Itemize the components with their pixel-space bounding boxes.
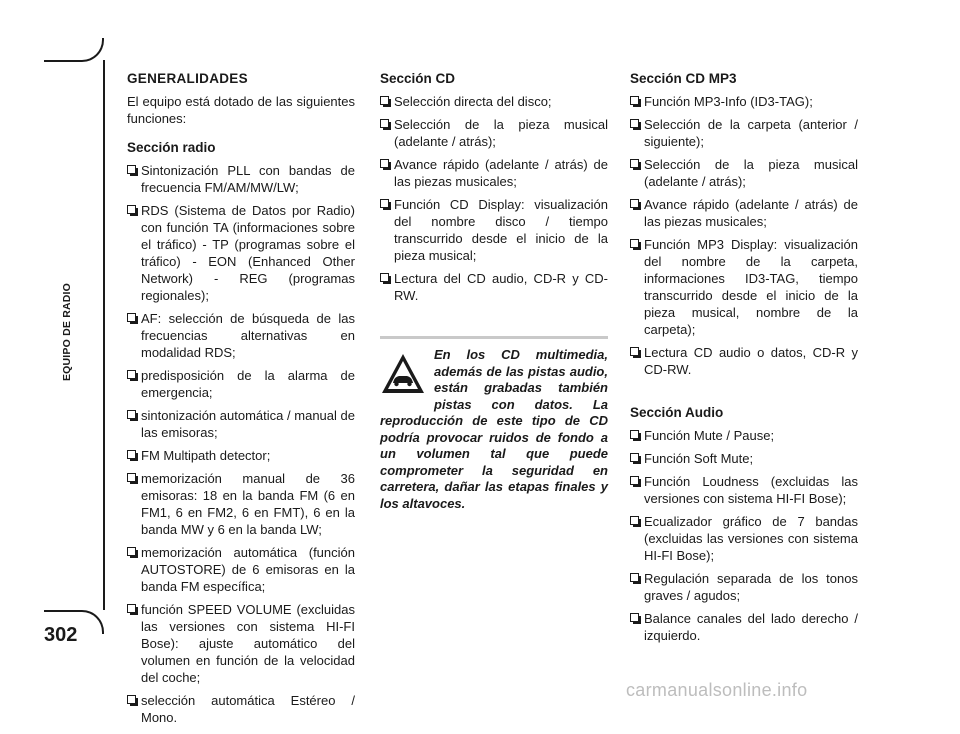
list-item (380, 93, 608, 110)
list-item-text: selección automática Estéreo / Mono. (141, 693, 355, 725)
checkbox-bullet-icon (127, 313, 136, 322)
checkbox-bullet-icon (630, 199, 639, 208)
list-item-text: FM Multipath detector; (141, 448, 271, 463)
list-item (630, 156, 858, 190)
list-item (127, 407, 355, 441)
list-item-text: Avance rápido (adelante / atrás) de las piezas musicales; (394, 157, 608, 189)
column-2 (380, 70, 608, 312)
list-item (127, 601, 355, 686)
list-item-text: sintonización automática / manual de las emisoras; (141, 408, 355, 440)
checkbox-bullet-icon (630, 613, 639, 622)
checkbox-bullet-icon (630, 119, 639, 128)
list-item-text: Lectura del CD audio, CD-R y CD-RW. (394, 271, 608, 303)
checkbox-bullet-icon (380, 199, 389, 208)
radio-heading: Sección radio (127, 140, 216, 155)
list-item (630, 93, 858, 110)
list-item (380, 116, 608, 150)
list-item (630, 450, 858, 467)
top-margin-curve (44, 38, 104, 62)
checkbox-bullet-icon (630, 96, 639, 105)
list-item (630, 610, 858, 644)
checkbox-bullet-icon (380, 96, 389, 105)
list-item (630, 427, 858, 444)
list-item (127, 692, 355, 726)
list-item-text: Selección de la pieza musical (adelante / atrás); (394, 117, 608, 149)
watermark: carmanualsonline.info (626, 680, 808, 700)
section-gap (630, 386, 858, 404)
margin-rule (103, 60, 105, 610)
checkbox-bullet-icon (380, 119, 389, 128)
list-item-text: memorización automática (función AUTOSTORE) de 6 emisoras en la banda FM específica; (141, 545, 355, 594)
warning-triangle-car-icon (380, 351, 426, 397)
list-item (630, 473, 858, 507)
checkbox-bullet-icon (127, 473, 136, 482)
checkbox-bullet-icon (630, 430, 639, 439)
list-item-text: Función Loudness (excluidas las versiones con sistema HI-FI Bose); (644, 474, 858, 506)
column-3 (630, 70, 858, 652)
page-number: 302 (44, 624, 78, 646)
checkbox-bullet-icon (630, 573, 639, 582)
checkbox-bullet-icon (630, 476, 639, 485)
intro-paragraph: El equipo está dotado de las siguientes funciones: (127, 94, 355, 126)
column-1 (127, 70, 355, 734)
list-item (380, 196, 608, 264)
checkbox-bullet-icon (127, 370, 136, 379)
list-item-text: Selección de la carpeta (anterior / siguiente); (644, 117, 858, 149)
cd-heading: Sección CD (380, 71, 456, 86)
checkbox-bullet-icon (127, 547, 136, 556)
list-item (630, 236, 858, 338)
checkbox-bullet-icon (127, 695, 136, 704)
list-item-text: Selección directa del disco; (394, 94, 552, 109)
list-item-text: Función Soft Mute; (644, 451, 754, 466)
checkbox-bullet-icon (127, 604, 136, 613)
list-item-text: Lectura CD audio o datos, CD-R y CD-RW. (644, 345, 858, 377)
list-item-text: Función Mute / Pause; (644, 428, 775, 443)
side-title: EQUIPO DE RADIO (61, 282, 73, 382)
list-item (630, 344, 858, 378)
checkbox-bullet-icon (380, 273, 389, 282)
list-item-text: Sintonización PLL con bandas de frecuencia FM/AM/MW/LW; (141, 163, 355, 195)
mp3-heading: Sección CD MP3 (630, 71, 737, 86)
list-item (127, 310, 355, 361)
checkbox-bullet-icon (630, 159, 639, 168)
list-item (380, 270, 608, 304)
list-item-text: Función MP3 Display: visualización del nombre de la carpeta, informaciones ID3-TAG, tiempo transcurrido desde el inicio de la pieza musical, nombre de la carpeta); (644, 237, 858, 337)
list-item-text: Función MP3-Info (ID3-TAG); (644, 94, 813, 109)
list-item-text: Avance rápido (adelante / atrás) de las piezas musicales; (644, 197, 858, 229)
checkbox-bullet-icon (630, 516, 639, 525)
warning-box (380, 336, 608, 512)
generalidades-heading: GENERALIDADES (127, 71, 248, 86)
list-item-text: Regulación separada de los tonos graves / agudos; (644, 571, 858, 603)
list-item (127, 367, 355, 401)
list-item-text: Selección de la pieza musical (adelante / atrás); (644, 157, 858, 189)
list-item (630, 570, 858, 604)
audio-list (630, 427, 858, 644)
audio-heading: Sección Audio (630, 405, 724, 420)
list-item-text: RDS (Sistema de Datos por Radio) con función TA (informaciones sobre el tráfico) - TP (programas sobre el tráfico) - EON (Enhanced Other Network) - REG (programas regionales); (141, 203, 355, 303)
list-item-text: función SPEED VOLUME (excluidas las versiones con sistema HI-FI Bose): ajuste automático del volumen en función de la velocidad del coche; (141, 602, 355, 685)
checkbox-bullet-icon (630, 453, 639, 462)
checkbox-bullet-icon (127, 410, 136, 419)
list-item (127, 470, 355, 538)
list-item (127, 202, 355, 304)
mp3-list (630, 93, 858, 378)
list-item-text: Ecualizador gráfico de 7 bandas (excluidas las versiones con sistema HI-FI Bose); (644, 514, 858, 563)
warning-text: En los CD multimedia, además de las pistas audio, están grabadas también pistas con datos. La reproducción de este tipo de CD podría provocar ruidos de fondo a un volumen tal que puede comprometer la seguridad en carretera, dañar las etapas finales y los altavoces. (380, 347, 608, 511)
checkbox-bullet-icon (127, 165, 136, 174)
list-item (630, 116, 858, 150)
list-item-text: predisposición de la alarma de emergencia; (141, 368, 355, 400)
checkbox-bullet-icon (630, 239, 639, 248)
checkbox-bullet-icon (380, 159, 389, 168)
list-item (630, 196, 858, 230)
cd-list (380, 93, 608, 304)
list-item (127, 544, 355, 595)
list-item (127, 162, 355, 196)
list-item (630, 513, 858, 564)
list-item-text: Función CD Display: visualización del nombre disco / tiempo transcurrido desde el inicio de la pieza musical; (394, 197, 608, 263)
list-item-text: AF: selección de búsqueda de las frecuencias alternativas en modalidad RDS; (141, 311, 355, 360)
checkbox-bullet-icon (127, 450, 136, 459)
checkbox-bullet-icon (630, 347, 639, 356)
checkbox-bullet-icon (127, 205, 136, 214)
list-item-text: Balance canales del lado derecho / izquierdo. (644, 611, 858, 643)
warning-rule (380, 336, 608, 339)
radio-list (127, 162, 355, 726)
list-item-text: memorización manual de 36 emisoras: 18 en la banda FM (6 en FM1, 6 en FM2, 6 en FMT), 6 en la banda MW y 6 en la banda LW; (141, 471, 355, 537)
list-item (127, 447, 355, 464)
list-item (380, 156, 608, 190)
